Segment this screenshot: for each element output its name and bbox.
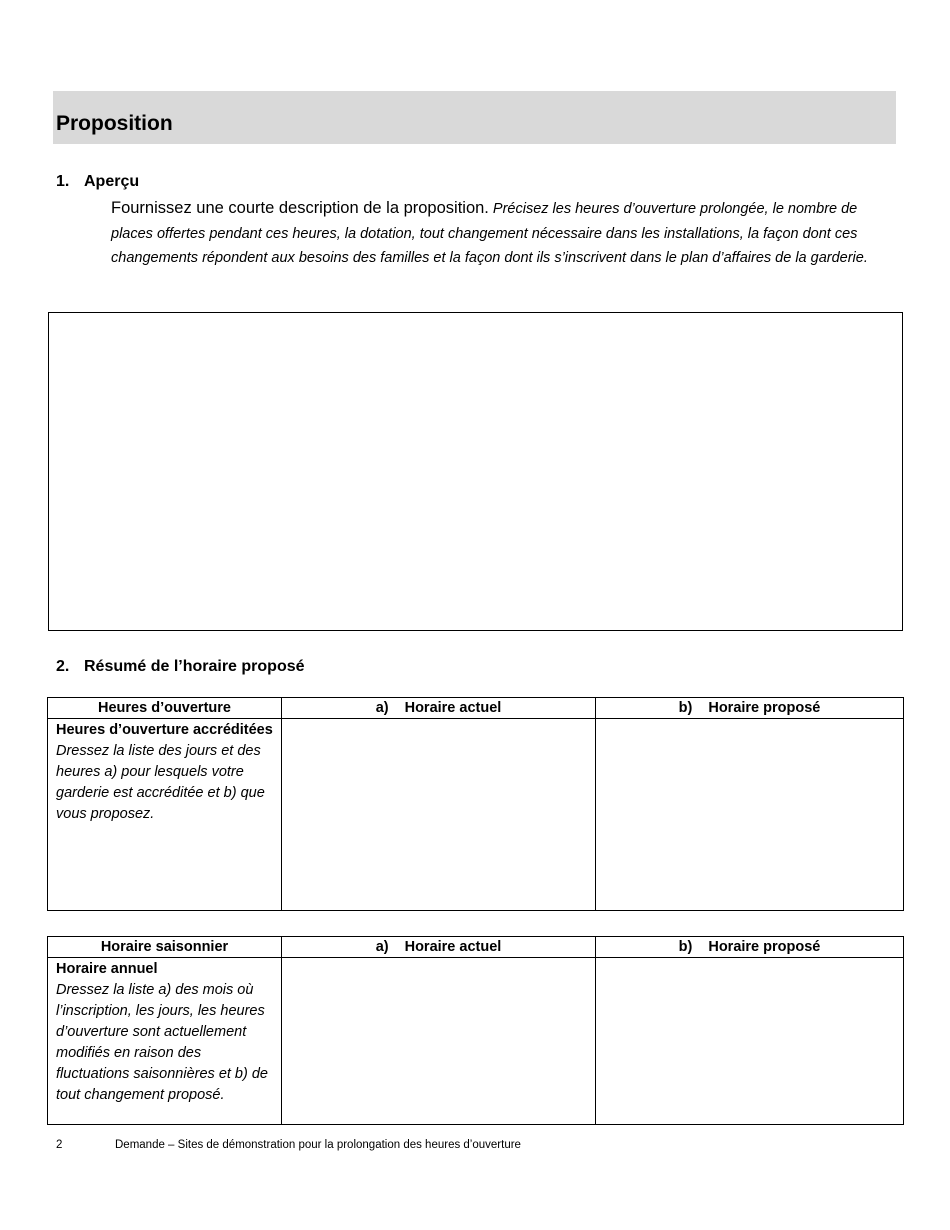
description-answer-box[interactable] [48, 312, 903, 631]
footer-text: Demande – Sites de démonstration pour la prolongation des heures d’ouverture [115, 1139, 521, 1151]
section-2-number: 2. [56, 658, 70, 675]
column-letter-a: a) [375, 700, 389, 716]
title-band [53, 91, 896, 144]
column-label-current: Horaire actuel [404, 939, 502, 955]
section-1-instructions [111, 196, 901, 271]
seasonal-schedule-table [47, 936, 904, 1125]
column-header-proposed [596, 937, 904, 958]
row-description [48, 719, 282, 911]
opening-hours-table [47, 697, 904, 911]
column-header-seasonal: Horaire saisonnier [48, 937, 282, 958]
section-1-title: Aperçu [84, 173, 140, 190]
column-label-proposed: Horaire proposé [708, 939, 821, 955]
current-schedule-cell[interactable] [282, 958, 596, 1125]
section-1-number: 1. [56, 173, 70, 190]
page-number: 2 [56, 1139, 63, 1151]
column-header-current [282, 698, 596, 719]
column-label-current: Horaire actuel [404, 700, 502, 716]
row-description [48, 958, 282, 1125]
column-letter-a: a) [375, 939, 389, 955]
table-header-row [48, 698, 904, 719]
column-letter-b: b) [678, 939, 693, 955]
proposed-hours-cell[interactable] [596, 719, 904, 911]
row-instruction: Dressez la liste a) des mois où l’inscription, les jours, les heures d’ouverture sont actuellement modifiés en raison des fluctuations saisonnières et b) de tout changement proposé. [56, 982, 268, 1103]
page-footer [56, 1138, 521, 1152]
row-instruction: Dressez la liste des jours et des heures a) pour lesquels votre garderie est accréditée et b) que vous proposez. [56, 743, 265, 822]
current-hours-cell[interactable] [282, 719, 596, 911]
column-letter-b: b) [678, 700, 693, 716]
column-header-current [282, 937, 596, 958]
column-label-proposed: Horaire proposé [708, 700, 821, 716]
section-2-heading [56, 657, 305, 677]
table-header-row [48, 937, 904, 958]
section-2-title: Résumé de l’horaire proposé [84, 658, 305, 675]
instructions-lead: Fournissez une courte description de la proposition. [111, 199, 489, 217]
row-label: Heures d’ouverture accréditées [56, 722, 273, 738]
proposed-schedule-cell[interactable] [596, 958, 904, 1125]
page-title: Proposition [56, 112, 173, 135]
column-header-hours: Heures d’ouverture [48, 698, 282, 719]
section-1-heading [56, 172, 139, 192]
table-row [48, 719, 904, 911]
column-header-proposed [596, 698, 904, 719]
row-label: Horaire annuel [56, 961, 158, 977]
table-row [48, 958, 904, 1125]
instructions-detail: Précisez les heures d’ouverture prolongée, le nombre de places offertes pendant ces heures, la dotation, tout changement nécessaire dans les installations, la façon dont ces changements répondent aux besoins des familles et la façon dont ils s’inscrivent dans le plan d’affaires de la garderie. [111, 201, 868, 266]
